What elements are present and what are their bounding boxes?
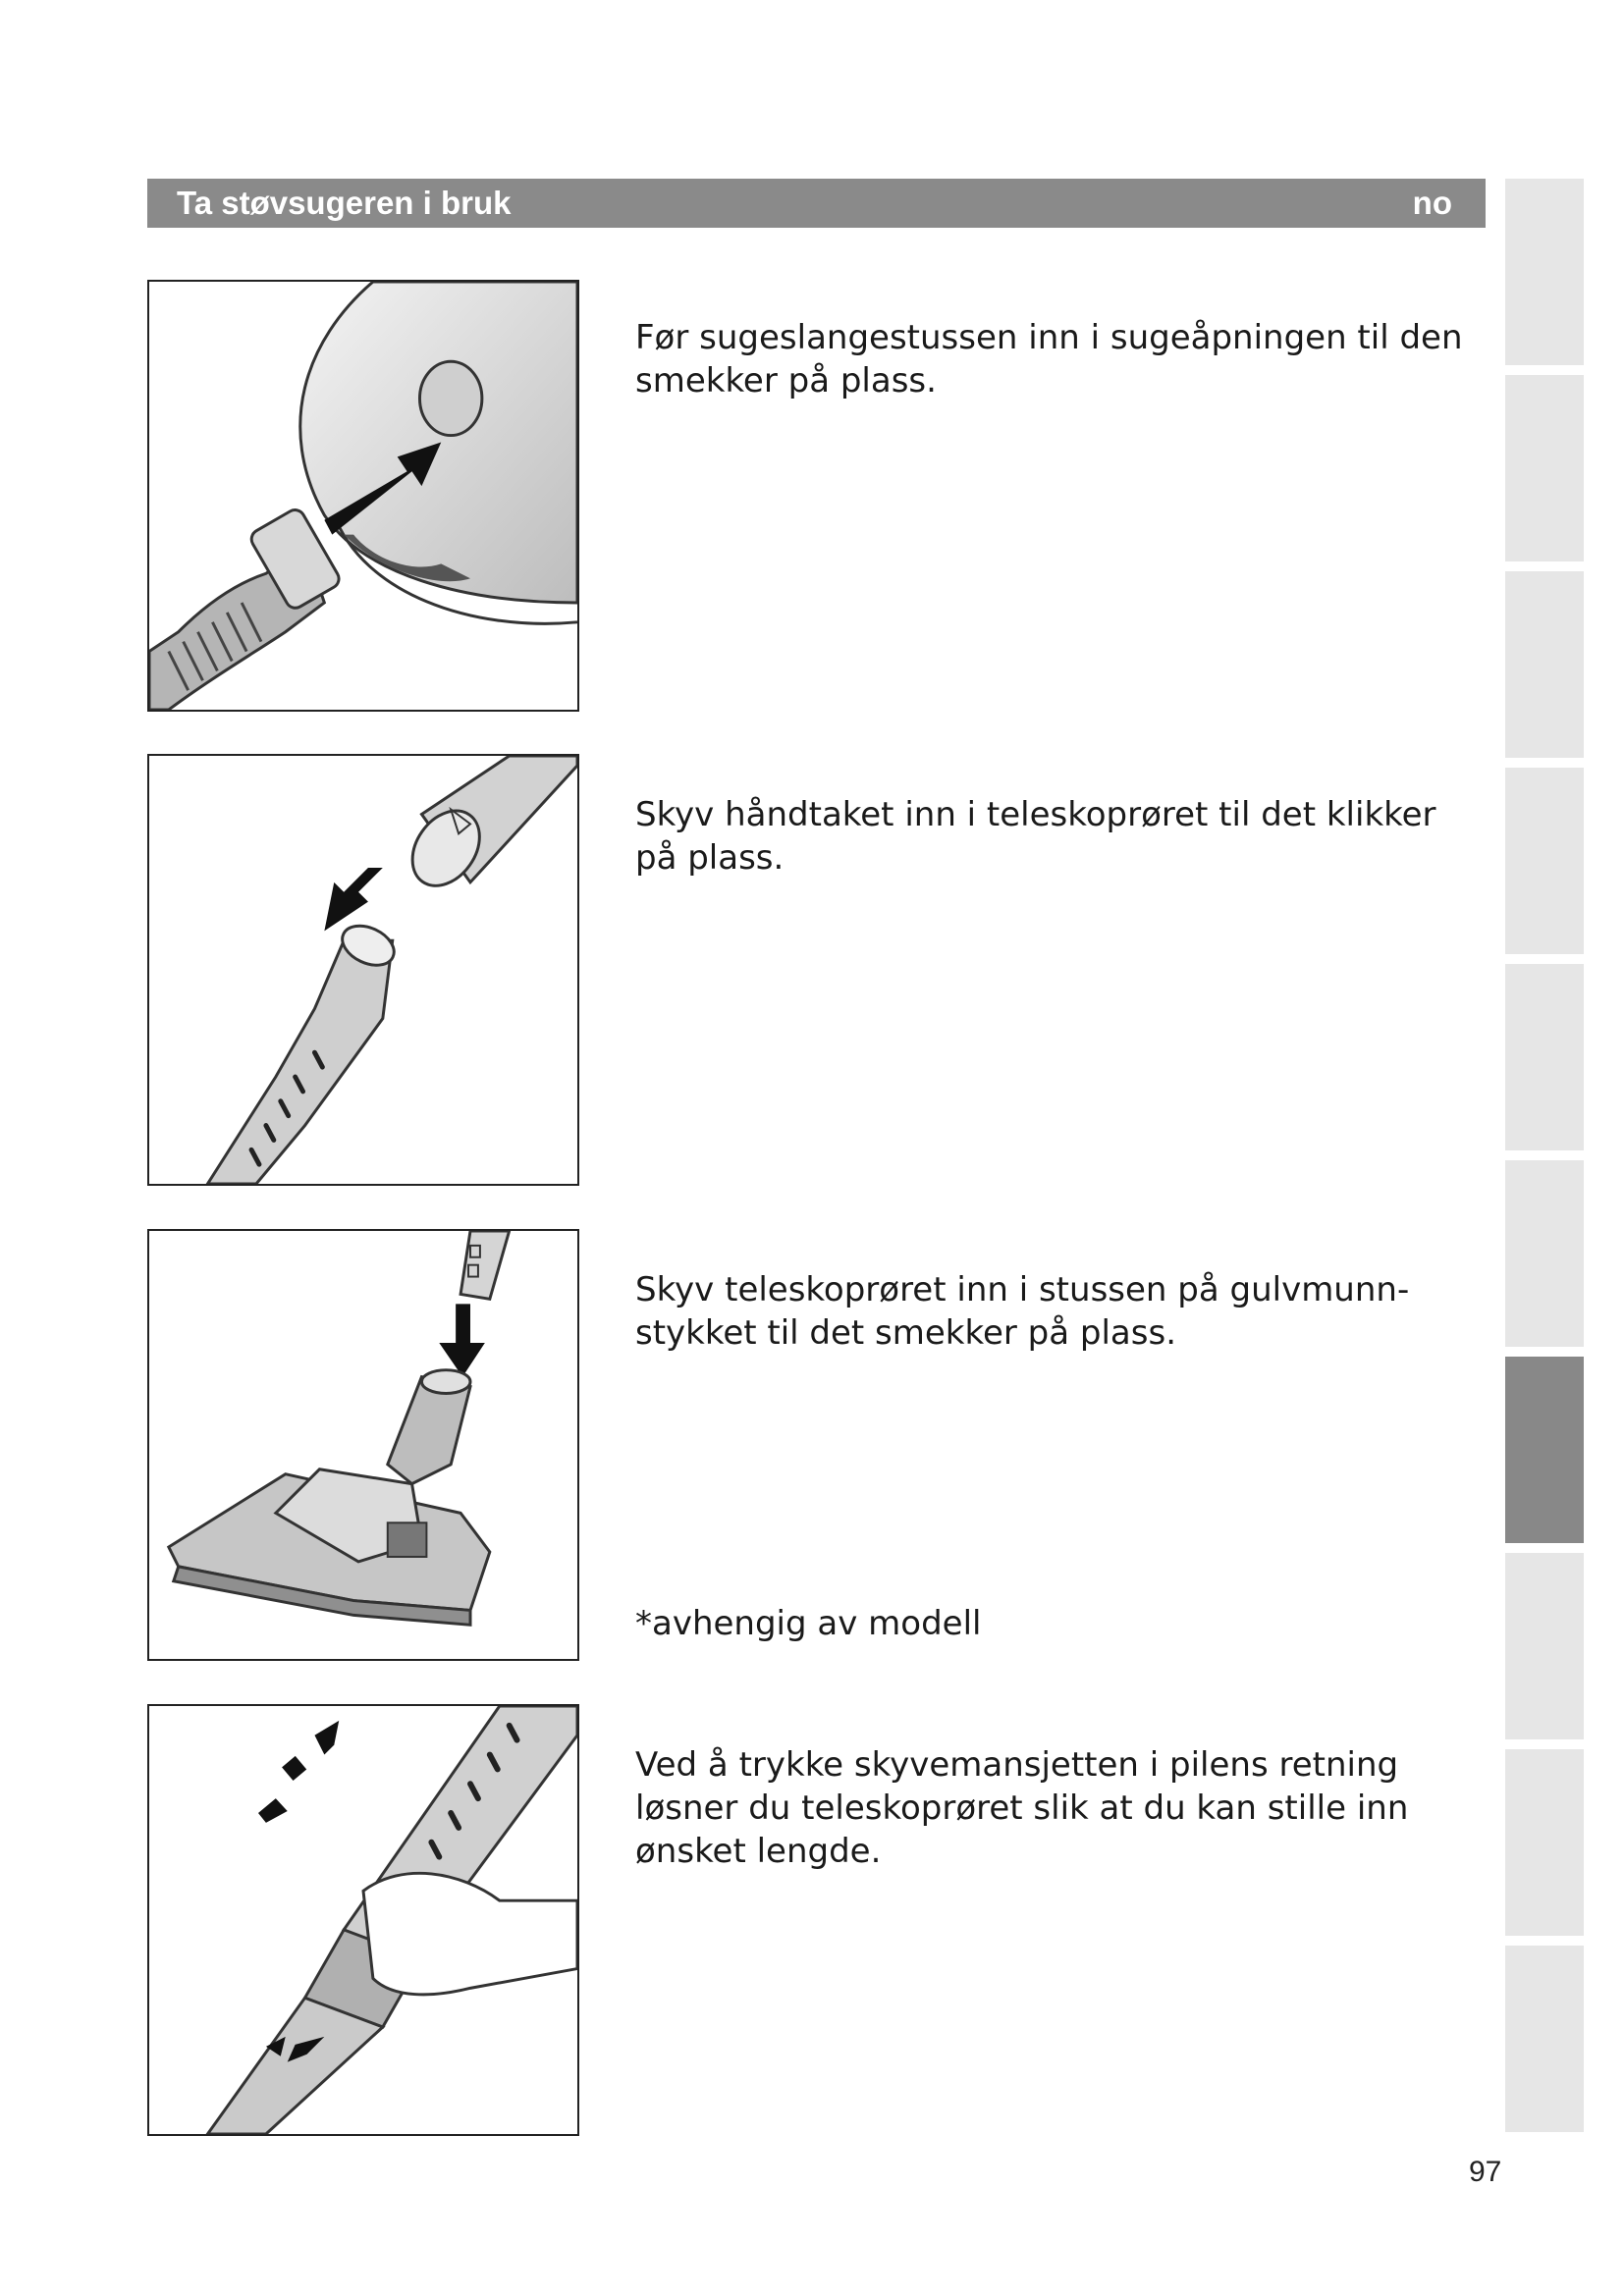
side-tab-4 [1505, 768, 1584, 954]
model-note: *avhengig av modell [635, 1604, 982, 1643]
step-2-text: Skyv håndtaket inn i teleskoprøret til det klikker på plass. [635, 795, 1436, 878]
floor-nozzle-illustration [147, 1229, 579, 1661]
side-tab-9 [1505, 1749, 1584, 1936]
telescopic-adjust-drawing [149, 1706, 577, 2134]
side-tab-6 [1505, 1160, 1584, 1347]
section-header [147, 179, 1486, 228]
step-3-text: Skyv teleskoprøret inn i stussen på gulvmunn-stykket til det smekker på plass. [635, 1270, 1410, 1353]
side-tab-7-active [1505, 1357, 1584, 1543]
side-tab-2 [1505, 375, 1584, 561]
side-tab-8 [1505, 1553, 1584, 1739]
language-code: no [1412, 185, 1452, 221]
step-1-text: Før sugeslangestussen inn i sugeåpningen til den smekker på plass. [635, 318, 1463, 400]
side-tab-10 [1505, 1946, 1584, 2132]
side-tab-5 [1505, 964, 1584, 1150]
page-number: 97 [1469, 2156, 1502, 2188]
handle-telescopic-tube-illustration [147, 754, 579, 1186]
section-title: Ta støvsugeren i bruk [177, 185, 512, 221]
hose-connection-drawing [149, 282, 577, 710]
handle-tube-drawing [149, 756, 577, 1184]
side-tab-1 [1505, 179, 1584, 365]
step-4-text: Ved å trykke skyvemansjetten i pilens retning løsner du teleskoprøret slik at du kan stille inn ønsket lengde. [635, 1745, 1409, 1871]
telescopic-adjust-illustration [147, 1704, 579, 2136]
side-tab-3 [1505, 571, 1584, 758]
floor-nozzle-drawing [149, 1231, 577, 1659]
hose-connection-illustration [147, 280, 579, 712]
